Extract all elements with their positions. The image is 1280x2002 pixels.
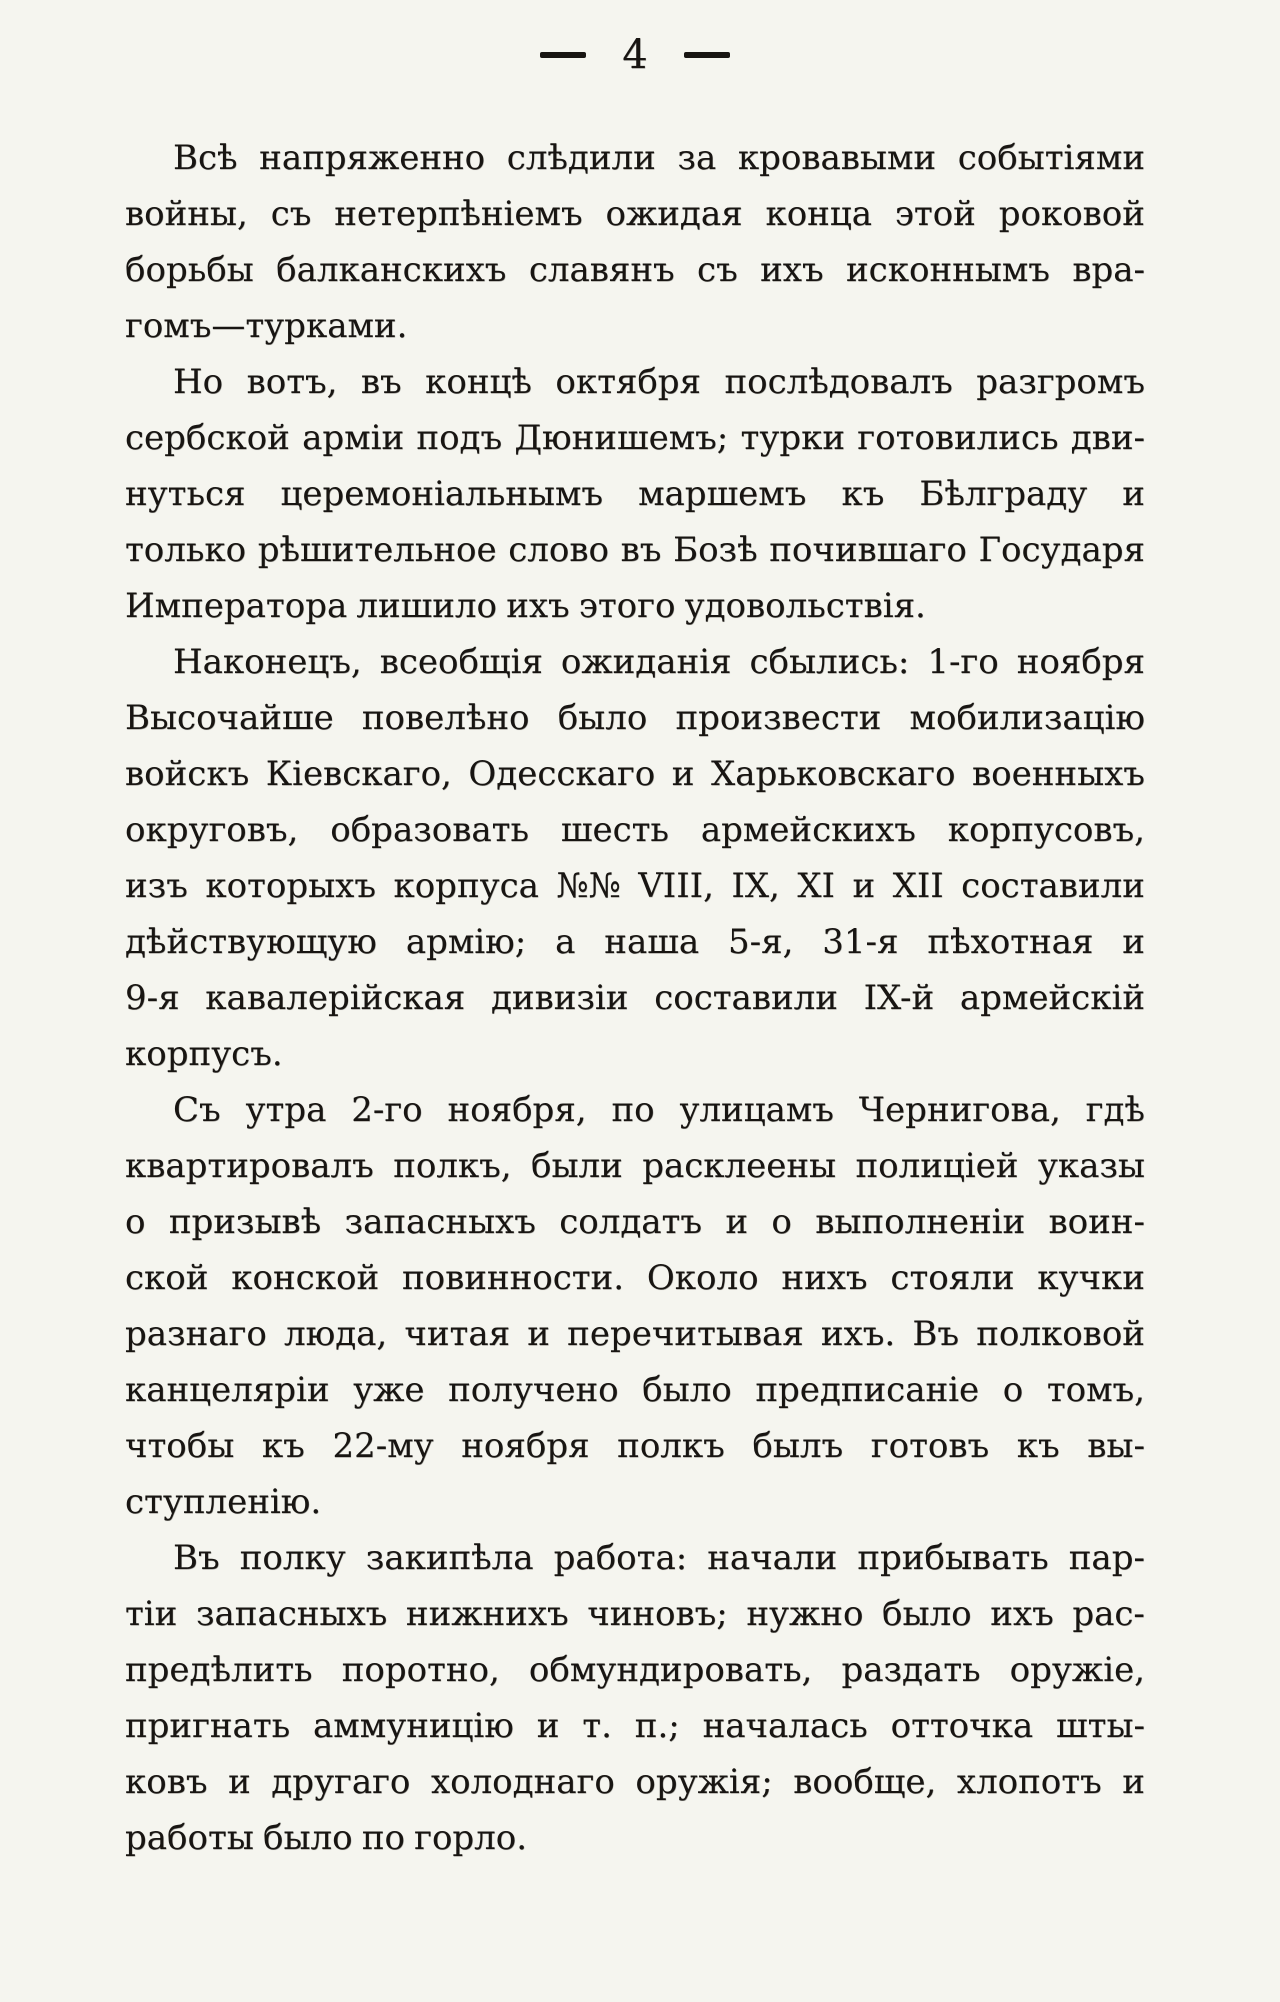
word: и	[536, 1706, 560, 1746]
word: дивизіи	[490, 978, 629, 1018]
word: ковъ	[125, 1762, 208, 1802]
page-header	[0, 28, 1270, 82]
word: 2-го	[351, 1090, 423, 1130]
word: военныхъ	[972, 754, 1145, 794]
word: изъ	[125, 866, 188, 906]
word: Кіевскаго,	[265, 754, 452, 794]
word: 31-я	[822, 922, 899, 962]
word: послѣдовалъ	[724, 362, 953, 402]
word: Всѣ	[173, 138, 238, 178]
word: образовать	[330, 810, 529, 850]
word: Императора	[125, 586, 348, 626]
text-line	[125, 970, 1145, 1026]
word: IX-й	[863, 978, 935, 1018]
word: гдѣ	[1085, 1090, 1145, 1130]
word: Бѣлграду	[919, 474, 1088, 514]
word: предписаніе	[755, 1370, 980, 1410]
word: прибывать	[857, 1538, 1049, 1578]
text-line	[125, 858, 1145, 914]
word: о	[125, 1202, 146, 1242]
text-line	[125, 1418, 1145, 1474]
word: и	[852, 866, 876, 906]
word: конца	[765, 194, 872, 234]
word: шты-	[1056, 1706, 1145, 1746]
word: пѣхотная	[927, 922, 1094, 962]
word: концѣ	[425, 362, 532, 402]
header-dash-rule-left	[540, 52, 586, 58]
text-line	[125, 1362, 1145, 1418]
word: запасныхъ	[195, 1594, 388, 1634]
text-line	[125, 298, 1145, 354]
word: и	[1122, 474, 1145, 514]
word: улицамъ	[679, 1090, 834, 1130]
word: подъ	[416, 418, 503, 458]
word: корпуса	[393, 866, 539, 906]
word: напряженно	[259, 138, 486, 178]
word: 9-я	[125, 978, 180, 1018]
word: уже	[353, 1370, 425, 1410]
word: къ	[1016, 1426, 1060, 1466]
word: по	[361, 1818, 405, 1858]
word: и	[228, 1762, 251, 1802]
word: перечитывая	[567, 1314, 804, 1354]
text-line	[125, 1250, 1145, 1306]
word: читая	[404, 1314, 511, 1354]
word: слово	[508, 530, 609, 570]
word: квартировалъ	[125, 1146, 374, 1186]
word: войны,	[125, 194, 248, 234]
word: ожиданія	[560, 642, 732, 682]
word: кучки	[1037, 1258, 1145, 1298]
word: Харьковскаго	[711, 754, 956, 794]
word: начали	[707, 1538, 838, 1578]
word: полку	[239, 1538, 346, 1578]
word: разгромъ	[976, 362, 1145, 402]
word: рѣшительное	[257, 530, 497, 570]
word: произвести	[675, 698, 882, 738]
word: отточка	[890, 1706, 1034, 1746]
word: Наконецъ,	[173, 642, 362, 682]
word: IX,	[731, 866, 780, 906]
text-line	[125, 186, 1145, 242]
word: Но	[173, 362, 224, 402]
word: кровавыми	[737, 138, 937, 178]
word: томъ,	[1046, 1370, 1145, 1410]
word: солдатъ	[559, 1202, 702, 1242]
word: мобилизацію	[909, 698, 1145, 738]
text-line	[125, 242, 1145, 298]
word: Около	[646, 1258, 759, 1298]
page-number: 4	[622, 32, 648, 78]
word: вра-	[1072, 250, 1145, 290]
word: VIII,	[638, 866, 714, 906]
text-line	[125, 1082, 1145, 1138]
word: 22-му	[332, 1426, 434, 1466]
word: 5-я,	[728, 922, 794, 962]
text-line	[125, 634, 1145, 690]
text-line	[125, 1474, 1145, 1530]
word: славянъ	[528, 250, 675, 290]
word: аммуницію	[313, 1706, 514, 1746]
word: корпусовъ,	[947, 810, 1145, 850]
word: 1-го	[927, 642, 999, 682]
word: ноября,	[447, 1090, 587, 1130]
word: воин-	[1048, 1202, 1145, 1242]
word: другаго	[271, 1762, 411, 1802]
word: началась	[702, 1706, 868, 1746]
word: Въ	[912, 1314, 960, 1354]
word: вы-	[1087, 1426, 1145, 1466]
word: къ	[261, 1426, 305, 1466]
word: дви-	[1070, 418, 1145, 458]
word: повинности.	[401, 1258, 625, 1298]
word: съ	[697, 250, 738, 290]
text-line	[125, 1530, 1145, 1586]
word: о	[771, 1202, 792, 1242]
word: готовились	[857, 418, 1059, 458]
word: исконнымъ	[846, 250, 1050, 290]
word: нужно	[746, 1594, 864, 1634]
text-line	[125, 1138, 1145, 1194]
word: Въ	[173, 1538, 220, 1578]
word: стояли	[890, 1258, 1015, 1298]
word: ихъ	[760, 250, 824, 290]
text-line	[125, 130, 1145, 186]
word: всеобщія	[379, 642, 543, 682]
word: вотъ,	[246, 362, 338, 402]
word: утра	[245, 1090, 327, 1130]
word: съ	[270, 194, 312, 234]
word: было	[263, 1818, 353, 1858]
text-line	[125, 1642, 1145, 1698]
text-line	[125, 1810, 1145, 1866]
text-line	[125, 1586, 1145, 1642]
text-line	[125, 522, 1145, 578]
word: ихъ	[990, 1594, 1054, 1634]
word: въ	[360, 362, 402, 402]
word: XI	[797, 866, 835, 906]
word: ихъ	[506, 586, 570, 626]
word: полковой	[976, 1314, 1145, 1354]
word: ской	[125, 1258, 209, 1298]
word: войскъ	[125, 754, 250, 794]
word: церемоніальнымъ	[280, 474, 604, 514]
word: запасныхъ	[344, 1202, 536, 1242]
word: полкъ,	[393, 1146, 512, 1186]
word: конской	[231, 1258, 380, 1298]
word: люда,	[284, 1314, 388, 1354]
text-line	[125, 410, 1145, 466]
word: Высочайше	[125, 698, 334, 738]
text-line	[125, 802, 1145, 858]
word: вообще,	[793, 1762, 937, 1802]
word: пар-	[1068, 1538, 1145, 1578]
word: получено	[448, 1370, 619, 1410]
word: призывѣ	[168, 1202, 322, 1242]
word: маршемъ	[638, 474, 807, 514]
word: нетерпѣніемъ	[334, 194, 583, 234]
word: холоднаго	[430, 1762, 615, 1802]
word: указы	[1037, 1146, 1145, 1186]
word: повелѣно	[361, 698, 530, 738]
word: разнаго	[125, 1314, 267, 1354]
word: ожидая	[605, 194, 743, 234]
text-line	[125, 746, 1145, 802]
word: расклеены	[642, 1146, 837, 1186]
word: канцеляріи	[125, 1370, 330, 1410]
word: чтобы	[125, 1426, 235, 1466]
word: нижнихъ	[405, 1594, 569, 1634]
word: XII	[892, 866, 944, 906]
text-line	[125, 354, 1145, 410]
word: т.	[582, 1706, 612, 1746]
text-line	[125, 1754, 1145, 1810]
word: гомъ—турками.	[125, 306, 408, 346]
word: Съ	[173, 1090, 221, 1130]
word: которыхъ	[205, 866, 376, 906]
text-line	[125, 1194, 1145, 1250]
word: ихъ.	[820, 1314, 896, 1354]
word: было	[882, 1594, 972, 1634]
word: только	[125, 530, 247, 570]
text-line	[125, 914, 1145, 970]
word: наша	[604, 922, 700, 962]
word: готовъ	[870, 1426, 990, 1466]
text-line	[125, 690, 1145, 746]
word: обмундировать,	[528, 1650, 813, 1690]
word: а	[555, 922, 576, 962]
word: составили	[654, 978, 838, 1018]
word: пригнать	[125, 1706, 291, 1746]
word: закипѣла	[365, 1538, 534, 1578]
word: сбылись:	[749, 642, 910, 682]
word: и	[1122, 922, 1145, 962]
word: Одесскаго	[468, 754, 656, 794]
text-line	[125, 1698, 1145, 1754]
word: Дюнишемъ;	[514, 418, 729, 458]
word: удовольствія.	[684, 586, 926, 626]
word: поротно,	[341, 1650, 500, 1690]
word: и	[527, 1314, 550, 1354]
word: борьбы	[125, 250, 254, 290]
word: армію;	[405, 922, 527, 962]
word: горло.	[414, 1818, 528, 1858]
word: этого	[578, 586, 676, 626]
word: ноября	[461, 1426, 590, 1466]
word: Чернигова,	[858, 1090, 1061, 1130]
word: составили	[961, 866, 1145, 906]
word: ступленію.	[125, 1482, 322, 1522]
word: лишило	[356, 586, 498, 626]
text-line	[125, 578, 1145, 634]
word: было	[642, 1370, 732, 1410]
word: ноября	[1016, 642, 1145, 682]
word: октября	[555, 362, 702, 402]
word: было	[557, 698, 648, 738]
word: были	[531, 1146, 623, 1186]
word: слѣдили	[506, 138, 656, 178]
text-line	[125, 1306, 1145, 1362]
text-block	[125, 130, 1145, 1866]
word: о	[1002, 1370, 1024, 1410]
word: и	[671, 754, 695, 794]
text-line	[125, 1026, 1145, 1082]
word: п.;	[634, 1706, 680, 1746]
word: полкъ	[617, 1426, 725, 1466]
word: сербской	[125, 418, 290, 458]
word: и	[1122, 1762, 1145, 1802]
word: хлопотъ	[956, 1762, 1102, 1802]
word: кавалерійская	[205, 978, 466, 1018]
word: раздать	[841, 1650, 981, 1690]
word: дѣйствующую	[125, 922, 377, 962]
word: работа:	[553, 1538, 688, 1578]
text-line	[125, 466, 1145, 522]
word: почившаго	[769, 530, 967, 570]
word: Государя	[978, 530, 1145, 570]
word: предѣлить	[125, 1650, 313, 1690]
word: корпусъ.	[125, 1034, 283, 1074]
word: тіи	[125, 1594, 178, 1634]
word: роковой	[998, 194, 1145, 234]
word: событіями	[957, 138, 1145, 178]
word: былъ	[752, 1426, 844, 1466]
word: Бозѣ	[673, 530, 758, 570]
word: нихъ	[781, 1258, 868, 1298]
word: въ	[620, 530, 662, 570]
word: къ	[841, 474, 885, 514]
word: армейскій	[959, 978, 1145, 1018]
word: выполненіи	[815, 1202, 1026, 1242]
word: и	[725, 1202, 749, 1242]
word: турки	[740, 418, 846, 458]
word: оружіе,	[1009, 1650, 1145, 1690]
word: этой	[894, 194, 976, 234]
word: армейскихъ	[700, 810, 916, 850]
word: оружія;	[635, 1762, 773, 1802]
word: нуться	[125, 474, 246, 514]
word: шесть	[560, 810, 669, 850]
word: округовъ,	[125, 810, 299, 850]
word: рас-	[1072, 1594, 1145, 1634]
word: работы	[125, 1818, 254, 1858]
word: по	[611, 1090, 655, 1130]
word: арміи	[302, 418, 405, 458]
word: полиціей	[855, 1146, 1019, 1186]
word: чиновъ;	[587, 1594, 728, 1634]
word: за	[677, 138, 717, 178]
header-dash-rule-right	[684, 52, 730, 58]
word: балканскихъ	[276, 250, 507, 290]
word: №№	[556, 866, 621, 906]
